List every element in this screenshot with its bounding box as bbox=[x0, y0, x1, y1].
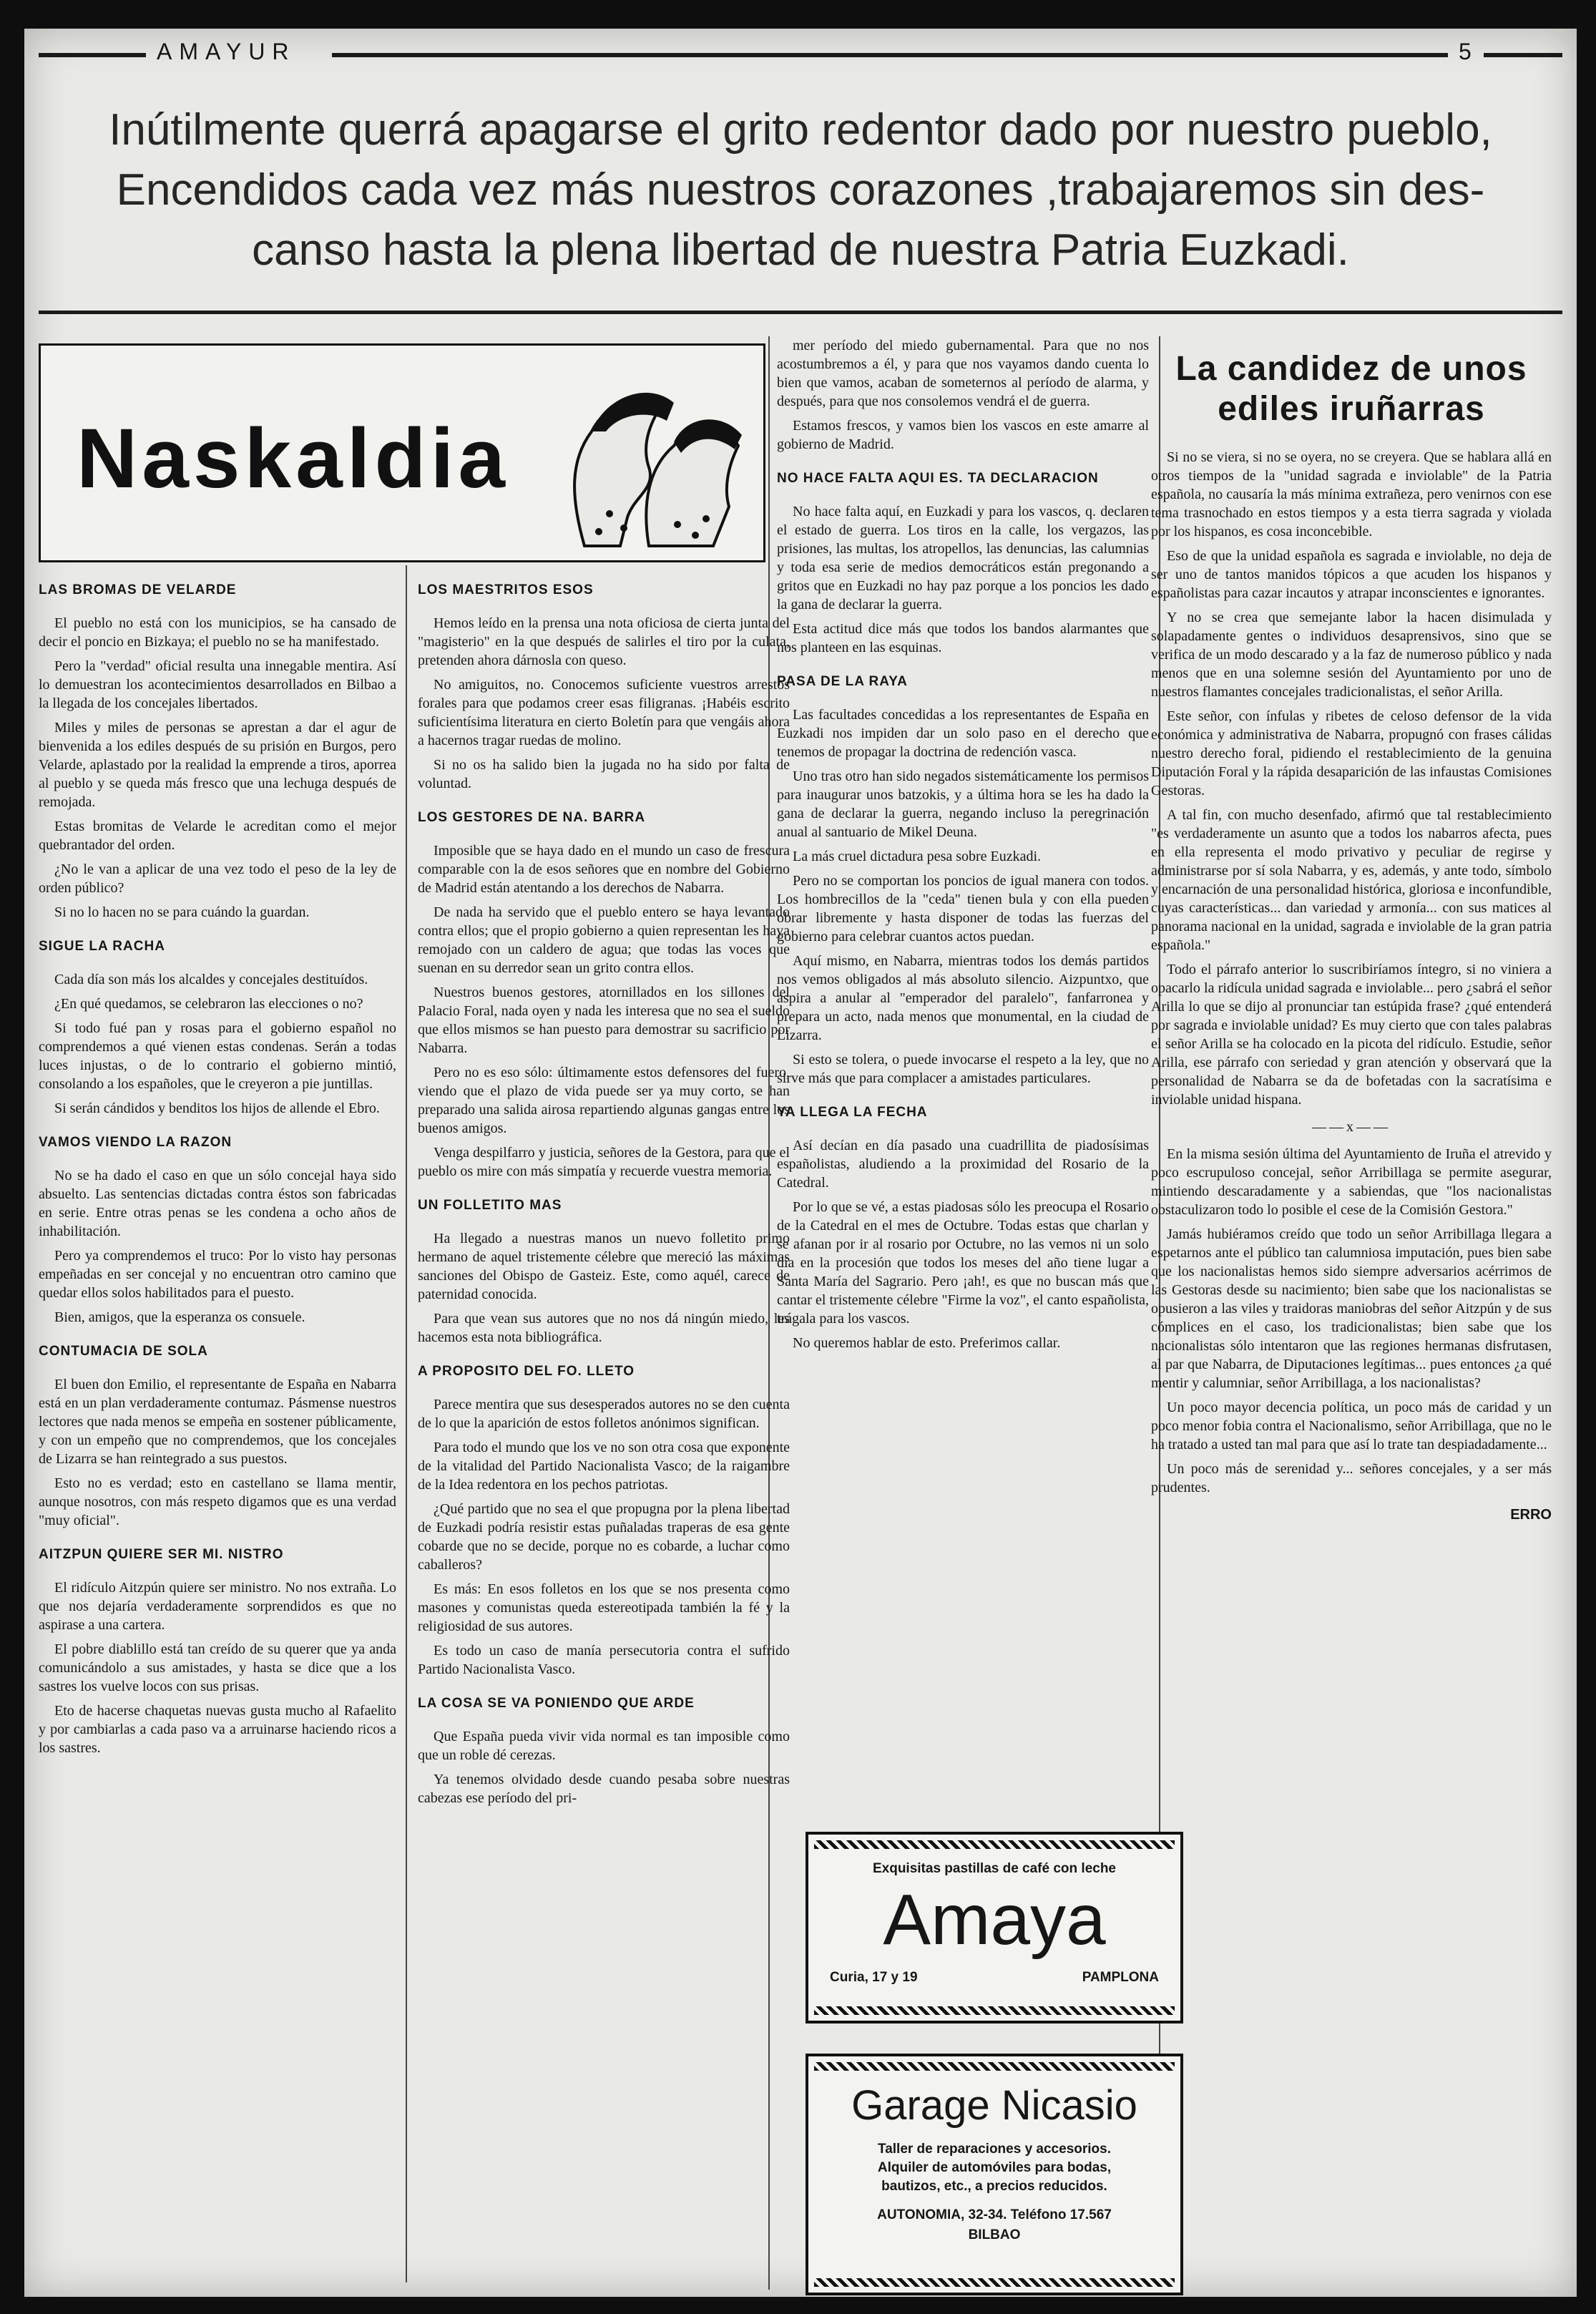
paragraph: Si todo fué pan y rosas para el gobierno español no comprendemos a qué vienen estas condenas. Serán a todas luces injustas, o de lo contrario el gobierno mintió, consolando a los españoles, que le creyeron a pie juntillas. bbox=[39, 1020, 396, 1092]
paragraph: Parece mentira que sus desesperados autores no se den cuenta de lo que la aparición de estos folletos anónimos significan. bbox=[418, 1397, 790, 1431]
section-heading: NO HACE FALTA AQUI ES. TA DECLARACION bbox=[777, 471, 1099, 486]
paragraph: ¿En qué quedamos, se celebraron las elecciones o no? bbox=[54, 996, 363, 1012]
paragraph: Es todo un caso de manía persecutoria contra el sufrido Partido Nacionalista Vasco. bbox=[418, 1643, 790, 1677]
headline-rule bbox=[39, 311, 1562, 314]
paragraph: En la misma sesión última del Ayuntamiento de Iruña el atrevido y poco escrupuloso concejal, señor Arribillaga se permite asegurar, mintiendo descaradamente y a sabiendas, que "los nacionalistas obstaculizaron todo lo posible el cese de la Comisión Gestora." bbox=[1151, 1146, 1552, 1218]
paragraph: Pero no se comportan los poncios de igual manera con todos. Los hombrecillos de la "ceda" tienen bula y con ella pueden obrar libremente y hasta disponer de todas las fuerzas del gobierno para celebrar cuantos actos puedan. bbox=[777, 873, 1149, 944]
paragraph: ¿No le van a aplicar de una vez todo el peso de la ley de orden público? bbox=[39, 861, 396, 896]
paragraph: El pobre diablillo está tan creído de su querer que ya anda comunicándolo a sus amistades, y hasta se dice que a los sastres los vuelve locos con sus prisas. bbox=[39, 1641, 396, 1694]
section-heading: LAS BROMAS DE VELARDE bbox=[39, 582, 237, 597]
headline-line-1: Inútilmente querrá apagarse el grito redentor dado por nuestro pueblo, bbox=[109, 105, 1492, 155]
article-body-part-1 bbox=[1151, 448, 1552, 1109]
column-rule-1 bbox=[406, 565, 407, 2283]
section-heading: SIGUE LA RACHA bbox=[39, 939, 165, 954]
paragraph: El pueblo no está con los municipios, se ha cansado de decir el poncio en Bizkaya; el pueblo no se ha manifestado. bbox=[39, 615, 396, 650]
paragraph: Miles y miles de personas se aprestan a dar el agur de bienvenida a los ediles después de su prisión en Burgos, pero Velarde, aplastado por la realidad la emprende a tiros, aporrea al pueblo y se queda más fresco que una lechuga después de remojada. bbox=[39, 720, 396, 810]
column-3 bbox=[777, 336, 1149, 1358]
paragraph: Un poco más de serenidad y... señores concejales, y a ser más prudentes. bbox=[1151, 1461, 1552, 1495]
paragraph: Eso de que la unidad española es sagrada e inviolable, no deja de ser uno de tantos manidos tópicos a que acuden los hispanos y españolistas para cazar incautos y atrapar inconscientes e ignorantes. bbox=[1151, 548, 1552, 601]
article-body-part-2 bbox=[1151, 1145, 1552, 1497]
paragraph: Las facultades concedidas a los representantes de España en Euzkadi nos impiden dar un solo paso en el derecho que tenemos de propagar la doctrina de redención vasca. bbox=[777, 707, 1149, 760]
paragraph: A tal fin, con mucho desenfado, afirmó que tal restablecimiento "es verdaderamente un asunto que a todos los nabarros afecta, pues en ella representa el modo privativo y peculiar de regirse y administrarse por sí sola Nabarra, y es, además, y ante todo, símbolo y encarnación de una personalidad histórica, gloriosa e inconfundible, cuyas características... dan variedad y armonía... con sus matices al panorama nacional en la unidad, sagrada e inviolable de la gran patria española." bbox=[1151, 807, 1552, 953]
paragraph: mer período del miedo gubernamental. Para que no nos acostumbremos a él, y para que nos vayamos dando cuenta lo bien que vamos, acaban de someternos al período de alarma, y después, para que nos consolemos vendrá el de guerra. bbox=[777, 338, 1149, 409]
paragraph: No amiguitos, no. Conocemos suficiente vuestros arrestos forales para que podamos creer esas filigranas. ¡Habéis escrito suficientísima literatura en cierto Boletín para que vengáis ahora a hacernos tragar ruedas de molino. bbox=[418, 677, 790, 748]
masthead-name: AMAYUR bbox=[157, 39, 296, 64]
garage-line-3: bautizos, etc., a precios reducidos. bbox=[881, 2179, 1107, 2194]
ad-border-bottom bbox=[814, 2006, 1175, 2015]
amaya-city: PAMPLONA bbox=[1082, 1970, 1159, 1985]
masthead-rule-right bbox=[332, 53, 1448, 57]
paragraph: Por lo que se vé, a estas piadosas sólo les preocupa el Rosario de la Catedral en el mes de Octubre. Todas estas que charlan y se afanan por ir al rosario por Octubre, no las vemos ni un solo día en la procesión que todos los meses del año tiene lugar a Santa María del Sagrario. Pero ¡ah!, es que no buscan más que cantar el tristemente célebre "Firme la voz", el canto españolista, trágala para los vascos. bbox=[777, 1199, 1149, 1327]
section-banner bbox=[39, 343, 765, 562]
paragraph: ¿Qué partido que no sea el que propugna por la plena libertad de Euzkadi podría resistir estas puñaladas traperas de esa gente cobarde que no se decide, porque no es cobarde, a luchar como caballeros? bbox=[418, 1501, 790, 1573]
paragraph: Para que vean sus autores que no nos dá ningún miedo, les hacemos esta nota bibliográfica. bbox=[418, 1311, 790, 1345]
paragraph: La más cruel dictadura pesa sobre Euzkadi. bbox=[793, 849, 1042, 864]
paragraph: Ha llegado a nuestras manos un nuevo folletito primo hermano de aquel tristemente célebre que mereció las máximas sanciones del Obispo de Gasteiz. Este, como aquél, carece de paternidad conocida. bbox=[418, 1231, 790, 1302]
section-heading: PASA DE LA RAYA bbox=[777, 674, 908, 689]
paragraph: Pero no es eso sólo: últimamente estos defensores del fuero, viendo que el plazo de vida puede ser ya muy corto, se han preparado una salida airosa repartiendo algunas gangas entre los buenos amigos. bbox=[418, 1065, 790, 1136]
paragraph: Eto de hacerse chaquetas nuevas gusta mucho al Rafaelito y por cambiarlas a cada paso va a arruinarse haciendo ricos a los sastres. bbox=[39, 1703, 396, 1756]
garage-city: BILBAO bbox=[968, 2227, 1021, 2242]
amaya-address: Curia, 17 y 19 bbox=[830, 1970, 918, 1985]
page-number: 5 bbox=[1459, 39, 1472, 64]
paragraph: Un poco mayor decencia política, un poco más de caridad y un poco menor fobia contra el Nacionalismo, señor Arribillaga, que no le ha tratado a usted tan mal para que así lo trate tan despiadadamente... bbox=[1151, 1400, 1552, 1453]
paragraph: Así decían en día pasado una cuadrillita de piadosísimas españolistas, aludiendo a la proximidad del Rosario de la Catedral. bbox=[777, 1138, 1149, 1191]
page-headline bbox=[39, 100, 1562, 280]
section-heading: A PROPOSITO DEL FO. LLETO bbox=[418, 1364, 635, 1379]
paragraph: Bien, amigos, que la esperanza os consuele. bbox=[54, 1309, 305, 1325]
section-heading: LA COSA SE VA PONIENDO QUE ARDE bbox=[418, 1696, 695, 1711]
ad-border-top bbox=[814, 2062, 1175, 2071]
masthead bbox=[39, 37, 1562, 66]
masthead-rule-end bbox=[1484, 53, 1562, 57]
amaya-advertisement bbox=[806, 1832, 1183, 2023]
article-title: La candidez de unos ediles iruñarras bbox=[1175, 350, 1527, 428]
garage-address: AUTONOMIA, 32-34. Teléfono 17.567 bbox=[877, 2207, 1112, 2222]
paragraph: No queremos hablar de esto. Preferimos callar. bbox=[793, 1335, 1061, 1351]
paragraph: Cada día son más los alcaldes y concejales destituídos. bbox=[54, 972, 368, 987]
paragraph: Si no os ha salido bien la jugada no ha sido por falta de voluntad. bbox=[418, 757, 790, 791]
paragraph: Nuestros buenos gestores, atornillados en los sillones del Palacio Foral, nada oyen y nada les interesa que no sea el sueldo que ellos mismos se han puesto para demostrar su sacrificio por Nabarra. bbox=[418, 985, 790, 1056]
paragraph: De nada ha servido que el pueblo entero se haya levantado contra ellos; que el propio gobierno a quien representan les haya remojado con un caldero de agua; que todas las voces que suenan en su derredor sean un grito contra ellos. bbox=[418, 904, 790, 976]
paragraph: Todo el párrafo anterior lo suscribiríamos íntegro, si no viniera a opacarlo la ridícula unidad sagrada e inviolable... pero ¿sabrá el señor Arilla lo que se dijo al pronunciar tan estúpida frase? ¿qué entenderá por sagrada e inviolable unidad? Es muy cierto que con tales palabras el señor Arilla se ha colocado en la picota del ridículo. Estudie, señor Arilla, ese párrafo con seriedad y gran atención y observará que la personalidad de Nabarra se da de bofetadas con la sacratísima e inviolable unidad hispana. bbox=[1151, 962, 1552, 1108]
column-2 bbox=[418, 565, 790, 1813]
two-women-illustration bbox=[542, 353, 749, 553]
amaya-brand: Amaya bbox=[883, 1880, 1106, 1960]
paragraph: Si esto se tolera, o puede invocarse el respeto a la ley, que no sirve más que para complacer a amistades particulares. bbox=[777, 1052, 1149, 1086]
paragraph: Estas bromitas de Velarde le acreditan como el mejor quebrantador del orden. bbox=[39, 819, 396, 853]
section-heading: LOS MAESTRITOS ESOS bbox=[418, 582, 594, 597]
paragraph: Aquí mismo, en Nabarra, mientras todos los demás partidos nos vemos obligados al más absoluto silencio. Aizpuntxo, que aspira a anular al "emperador del paralelo", fanfarronea y prepara un acto, nada menos que monumental, en la ciudad de Lizarra. bbox=[777, 953, 1149, 1043]
headline-line-3: canso hasta la plena libertad de nuestra Patria Euzkadi. bbox=[252, 225, 1349, 275]
paragraph: Y no se crea que semejante labor la hacen disimulada y solapadamente gentes o individuos desaprensivos, sino que se verifica de un modo descarado y a la faz de numeroso público y nada menos que en una solemne sesión del Ayuntamiento por uno de nuestros flamantes concejales tradicionalistas, el señor Arilla. bbox=[1151, 610, 1552, 700]
paragraph: El buen don Emilio, el representante de España en Nabarra está en un plan verdaderamente contumaz. Pásmense nuestros lectores que nada menos se empeña en sostener públicamente, y con un empeño que no comprendemos, que los concejales de Lizarra se han reintegrado a sus puestos. bbox=[39, 1377, 396, 1467]
paragraph: Esta actitud dice más que todos los bandos alarmantes que nos planteen en las esquinas. bbox=[777, 621, 1149, 655]
masthead-rule-left bbox=[39, 53, 146, 57]
garage-advertisement bbox=[806, 2054, 1183, 2295]
paragraph: Si no se viera, si no se oyera, no se creyera. Que se hablara allá en otros tiempos de la "unidad sagrada e inviolable" de la Patria española, no causaría la más mínima extrañeza, pero venirnos con ese tema trasnochado en estos tiempos y a esta tierra sagrada y violada por los hispanos, es cosa inconcebible. bbox=[1151, 449, 1552, 540]
paragraph: No se ha dado el caso en que un sólo concejal haya sido absuelto. Las sentencias dictadas contra éstos son fabricadas en serie. Entre otras penas se les condena a ocho años de inhabilitación. bbox=[39, 1168, 396, 1239]
garage-line-1: Taller de reparaciones y accesorios. bbox=[878, 2142, 1111, 2157]
paragraph: Estamos frescos, y vamos bien los vascos en este amarre al gobierno de Madrid. bbox=[777, 418, 1149, 452]
section-heading: YA LLEGA LA FECHA bbox=[777, 1105, 928, 1120]
paragraph: Es más: En esos folletos en los que se nos presenta como masones y comunistas queda estereotipada también la fé y la religiosidad de sus autores. bbox=[418, 1581, 790, 1634]
paragraph: No hace falta aquí, en Euzkadi y para los vascos, q. declaren el estado de guerra. Los tiros en la calle, los vergazos, las prisiones, las multas, los atropellos, las denuncias, las calumnias y toda esa serie de medios democráticos están pregonando a gritos que en Euzkadi no hay paz porque a los poncios les dado la gana de declarar la guerra. bbox=[777, 504, 1149, 612]
paragraph: Hemos leído en la prensa una nota oficiosa de cierta junta del "magisterio" en la que después de salirles el tiro por la culata, pretenden ahora dárnosla con queso. bbox=[418, 615, 790, 668]
paragraph: Pero ya comprendemos el truco: Por lo visto hay personas empeñadas en ser concejal y no encuentran otro camino que quedar ellos solos habilitados para el puesto. bbox=[39, 1248, 396, 1301]
paragraph: Esto no es verdad; esto en castellano se llama mentir, aunque nosotros, con más respeto digamos que es una verdad "muy oficial". bbox=[39, 1475, 396, 1528]
section-heading: CONTUMACIA DE SOLA bbox=[39, 1344, 208, 1359]
article-divider: ——x—— bbox=[1312, 1119, 1391, 1135]
ad-border-top bbox=[814, 1840, 1175, 1849]
section-heading: AITZPUN QUIERE SER MI. NISTRO bbox=[39, 1547, 284, 1562]
paragraph: Para todo el mundo que los ve no son otra cosa que exponente de la vitalidad del Partido Nacionalista Vasco; de la raigambre de la Idea redentora en los pechos patriotas. bbox=[418, 1440, 790, 1493]
paragraph: Venga despilfarro y justicia, señores de la Gestora, para que el pueblo os mire con más simpatía y recuerde vuestra memoria. bbox=[418, 1145, 790, 1179]
paragraph: Jamás hubiéramos creído que todo un señor Arribillaga llegara a espetarnos ante el público tan calumniosa imputación, pues bien sabe que los nacionalistas hemos sido siempre adversarios acérrimos de las Gestoras desde su nacimiento; bien sabe que los nacionalistas se opusieron a las viles y traidoras maniobras del señor Aitzpún y de sus cómplices en el caso, los tradicionalistas; bien sabe que los nacionalistas sólo intentaron que las regiones hermanas disfrutasen, al par que Nabarra, de Diputaciones legítimas... pues entonces ¿a qué mentir y calumniar, señor Arribillaga, a los nacionalistas? bbox=[1151, 1226, 1552, 1391]
paragraph: El ridículo Aitzpún quiere ser ministro. No nos extraña. Lo que nos dejaría verdaderamente sorprendidos es que no aspirase a una cartera. bbox=[39, 1580, 396, 1633]
newspaper-page bbox=[24, 29, 1577, 2297]
paragraph: Si no lo hacen no se para cuándo la guardan. bbox=[54, 904, 310, 920]
column-1 bbox=[39, 565, 396, 1763]
headline-line-2: Encendidos cada vez más nuestros corazones ,trabajaremos sin des- bbox=[116, 165, 1485, 215]
garage-line-2: Alquiler de automóviles para bodas, bbox=[877, 2160, 1112, 2175]
ad-border-bottom bbox=[814, 2278, 1175, 2287]
garage-name: Garage Nicasio bbox=[851, 2082, 1137, 2129]
paragraph: Pero la "verdad" oficial resulta una innegable mentira. Así lo demuestran los acontecimientos desarrollados en Bilbao a la llegada de los concejales libertados. bbox=[39, 658, 396, 711]
column-4-article bbox=[1151, 343, 1552, 1524]
section-heading: VAMOS VIENDO LA RAZON bbox=[39, 1135, 232, 1150]
banner-title: Naskaldia bbox=[77, 411, 509, 506]
paragraph: Este señor, con ínfulas y ribetes de celoso defensor de la vida económica y administrativa de Nabarra, propugnó con frases cálidas nuestro derecho foral, pidiendo el restablecimiento de la genuina Diputación Foral y la rápida desaparición de las infaustas Comisiones Gestoras. bbox=[1151, 708, 1552, 799]
paragraph: Si serán cándidos y benditos los hijos de allende el Ebro. bbox=[54, 1100, 380, 1116]
article-signature: ERRO bbox=[1510, 1507, 1552, 1523]
paragraph: Uno tras otro han sido negados sistemáticamente los permisos para inaugurar unos batzokis, y a última hora se les ha dado la gana de declarar la guerra, negando incluso la peregrinación anual al santuario de Mikel Deuna. bbox=[777, 768, 1149, 840]
section-heading: UN FOLLETITO MAS bbox=[418, 1198, 562, 1213]
paragraph: Que España pueda vivir vida normal es tan imposible como que un roble dé cerezas. bbox=[418, 1729, 790, 1763]
paragraph: Ya tenemos olvidado desde cuando pesaba sobre nuestras cabezas ese período del pri- bbox=[418, 1772, 790, 1806]
amaya-tagline: Exquisitas pastillas de café con leche bbox=[872, 1861, 1117, 1876]
paragraph: Imposible que se haya dado en el mundo un caso de frescura comparable con la de esos señores que en nombre del Gobierno de Madrid están atentando a los derechos de Nabarra. bbox=[418, 843, 790, 896]
section-heading: LOS GESTORES DE NA. BARRA bbox=[418, 810, 646, 825]
